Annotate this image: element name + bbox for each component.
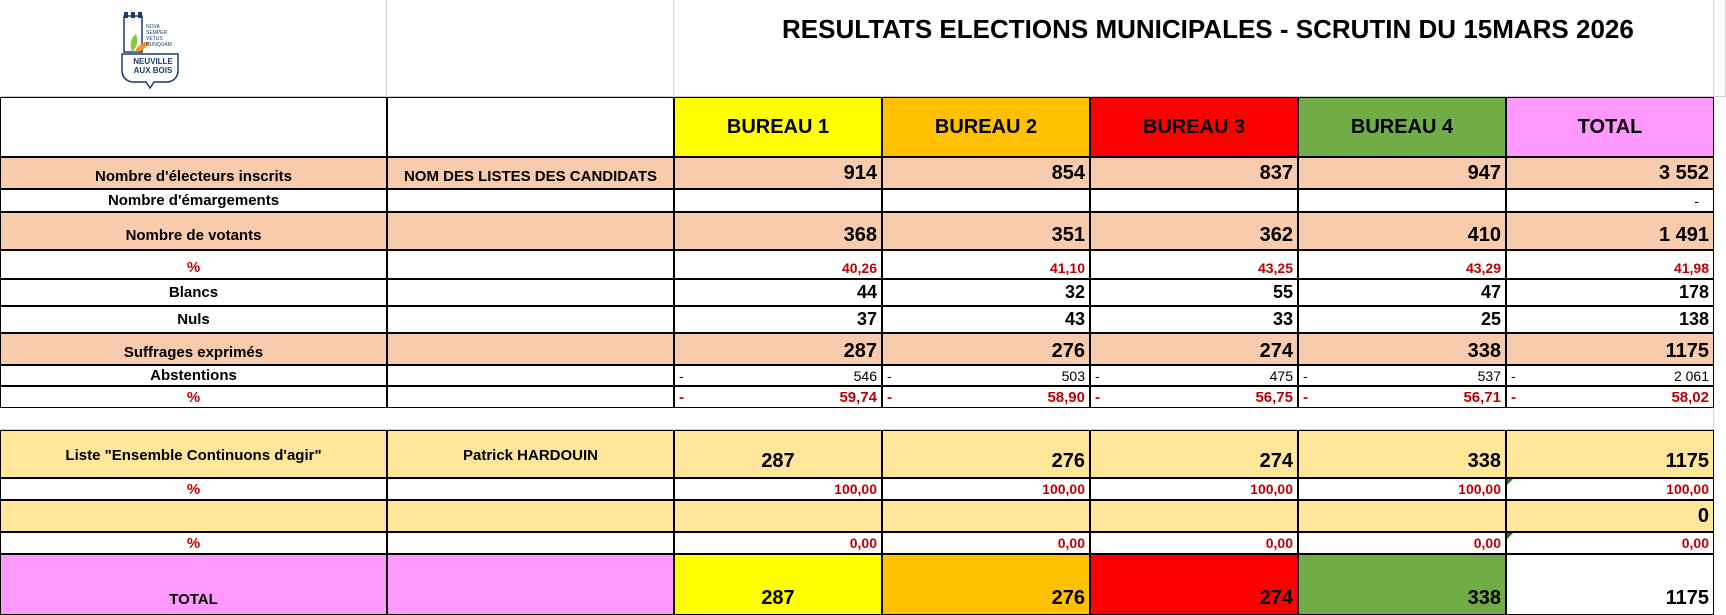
liste-b1: 287 — [674, 430, 882, 478]
emargements-b1 — [674, 189, 882, 212]
candidate-name: Patrick HARDOUIN — [387, 430, 674, 478]
empty-cell — [387, 333, 674, 365]
pct-liste2-b3: 0,00 — [1090, 532, 1298, 554]
liste-b2: 276 — [882, 430, 1090, 478]
abstentions-b2 — [882, 365, 1090, 386]
label-exprimes: Suffrages exprimés — [0, 333, 387, 365]
pct-abstentions-b1 — [674, 386, 882, 408]
votants-b1: 368 — [674, 212, 882, 250]
accounting-dash: - — [1095, 367, 1100, 384]
exprimes-b1: 287 — [674, 333, 882, 365]
comment-indicator-icon — [1507, 479, 1513, 485]
accounting-dash: - — [1511, 367, 1516, 384]
pct-abstentions-b3 — [1090, 386, 1298, 408]
label-liste: Liste "Ensemble Continuons d'agir" — [0, 430, 387, 478]
pct-votants-b4: 43,29 — [1298, 250, 1506, 279]
emargements-b2 — [882, 189, 1090, 212]
spacer-row — [0, 408, 1714, 430]
empty-cell — [387, 279, 674, 306]
header-bureau-4: BUREAU 4 — [1298, 97, 1506, 157]
pct-liste-b1: 100,00 — [674, 478, 882, 500]
abstentions-value: 2 061 — [1673, 367, 1709, 384]
nuls-b1: 37 — [674, 306, 882, 333]
header-bureau-3: BUREAU 3 — [1090, 97, 1298, 157]
liste2-b2 — [882, 500, 1090, 532]
liste2-b4 — [1298, 500, 1506, 532]
empty-cell — [387, 97, 674, 157]
accounting-dash: - — [1303, 388, 1308, 406]
pct-liste-b4: 100,00 — [1298, 478, 1506, 500]
total-b3: 274 — [1090, 554, 1298, 615]
empty-cell — [387, 532, 674, 554]
inscrits-b4: 947 — [1298, 157, 1506, 189]
empty-cell — [387, 189, 674, 212]
empty-cell — [387, 478, 674, 500]
votants-b3: 362 — [1090, 212, 1298, 250]
accounting-dash: - — [887, 367, 892, 384]
nuls-b4: 25 — [1298, 306, 1506, 333]
pct-liste2-b1: 0,00 — [674, 532, 882, 554]
emargements-b4 — [1298, 189, 1506, 212]
nuls-b2: 43 — [882, 306, 1090, 333]
liste-b4: 338 — [1298, 430, 1506, 478]
exprimes-b2: 276 — [882, 333, 1090, 365]
accounting-dash: - — [1511, 388, 1516, 406]
abstentions-b3 — [1090, 365, 1298, 386]
nuls-total: 138 — [1506, 306, 1714, 333]
pct-liste-total-value: 100,00 — [1666, 481, 1709, 497]
emargements-total: - — [1506, 189, 1714, 212]
candidate-name-2 — [387, 500, 674, 532]
pct-votants-b2: 41,10 — [882, 250, 1090, 279]
label-liste-2 — [0, 500, 387, 532]
inscrits-b1: 914 — [674, 157, 882, 189]
abstentions-value: 537 — [1477, 367, 1501, 384]
label-nom-listes: NOM DES LISTES DES CANDIDATS — [387, 157, 674, 189]
pct-abstentions-value: 56,75 — [1255, 388, 1293, 406]
header-bureau-1: BUREAU 1 — [674, 97, 882, 157]
exprimes-total: 1175 — [1506, 333, 1714, 365]
label-nuls: Nuls — [0, 306, 387, 333]
exprimes-b3: 274 — [1090, 333, 1298, 365]
liste2-total: 0 — [1506, 500, 1714, 532]
header-bureau-2: BUREAU 2 — [882, 97, 1090, 157]
pct-liste2-b2: 0,00 — [882, 532, 1090, 554]
liste-b3: 274 — [1090, 430, 1298, 478]
nuls-b3: 33 — [1090, 306, 1298, 333]
empty-cell — [1714, 0, 1726, 97]
pct-liste-total — [1506, 478, 1714, 500]
total-b1: 287 — [674, 554, 882, 615]
empty-cell — [387, 306, 674, 333]
pct-liste-b3: 100,00 — [1090, 478, 1298, 500]
liste2-b1 — [674, 500, 882, 532]
abstentions-value: 546 — [853, 367, 877, 384]
abstentions-value: 475 — [1269, 367, 1293, 384]
liste2-b3 — [1090, 500, 1298, 532]
pct-abstentions-value: 59,74 — [839, 388, 877, 406]
emargements-b3 — [1090, 189, 1298, 212]
label-pct-liste: % — [0, 478, 387, 500]
pct-abstentions-value: 58,02 — [1671, 388, 1709, 406]
pct-abstentions-b2 — [882, 386, 1090, 408]
votants-b2: 351 — [882, 212, 1090, 250]
empty-cell — [387, 0, 674, 97]
accounting-dash: - — [1303, 367, 1308, 384]
accounting-dash: - — [887, 388, 892, 406]
empty-cell — [387, 386, 674, 408]
blancs-b4: 47 — [1298, 279, 1506, 306]
empty-cell — [387, 250, 674, 279]
pct-liste2-total — [1506, 532, 1714, 554]
abstentions-b1 — [674, 365, 882, 386]
accounting-dash: - — [1095, 388, 1100, 406]
label-blancs: Blancs — [0, 279, 387, 306]
votants-total: 1 491 — [1506, 212, 1714, 250]
header-total: TOTAL — [1506, 97, 1714, 157]
pct-votants-b1: 40,26 — [674, 250, 882, 279]
exprimes-b4: 338 — [1298, 333, 1506, 365]
label-inscrits: Nombre d'électeurs inscrits — [0, 157, 387, 189]
pct-liste-b2: 100,00 — [882, 478, 1090, 500]
comment-indicator-icon — [1507, 533, 1513, 539]
pct-votants-b3: 43,25 — [1090, 250, 1298, 279]
abstentions-total — [1506, 365, 1714, 386]
blancs-b1: 44 — [674, 279, 882, 306]
abstentions-b4 — [1298, 365, 1506, 386]
empty-cell — [387, 554, 674, 615]
pct-abstentions-b4 — [1298, 386, 1506, 408]
inscrits-b2: 854 — [882, 157, 1090, 189]
label-votants: Nombre de votants — [0, 212, 387, 250]
blancs-total: 178 — [1506, 279, 1714, 306]
label-abstentions: Abstentions — [0, 365, 387, 386]
accounting-dash: - — [679, 367, 684, 384]
inscrits-total: 3 552 — [1506, 157, 1714, 189]
label-pct-abstentions: % — [0, 386, 387, 408]
page-title: RESULTATS ELECTIONS MUNICIPALES - SCRUTIN DU 15MARS 2026 — [782, 14, 1634, 44]
logo-motto: NOVA SEMPER VETUS NUNQUAM — [146, 24, 172, 48]
inscrits-b3: 837 — [1090, 157, 1298, 189]
title-cell — [674, 0, 1714, 97]
logo-town-line1: NEUVILLE — [133, 57, 173, 66]
pct-abstentions-value: 58,90 — [1047, 388, 1085, 406]
pct-liste2-total-value: 0,00 — [1681, 535, 1709, 551]
pct-abstentions-total — [1506, 386, 1714, 408]
logo-town-line2: AUX BOIS — [133, 66, 173, 75]
town-logo — [118, 10, 190, 90]
accounting-dash: - — [679, 388, 684, 406]
empty-cell — [387, 365, 674, 386]
total-b2: 276 — [882, 554, 1090, 615]
pct-votants-total: 41,98 — [1506, 250, 1714, 279]
abstentions-value: 503 — [1061, 367, 1085, 384]
liste-total: 1175 — [1506, 430, 1714, 478]
blancs-b2: 32 — [882, 279, 1090, 306]
label-emargements: Nombre d'émargements — [0, 189, 387, 212]
empty-cell — [0, 97, 387, 157]
label-pct-liste-2: % — [0, 532, 387, 554]
label-total: TOTAL — [0, 554, 387, 615]
total-b4: 338 — [1298, 554, 1506, 615]
empty-cell — [387, 212, 674, 250]
logo-cell — [0, 0, 387, 97]
pct-abstentions-value: 56,71 — [1463, 388, 1501, 406]
pct-liste2-b4: 0,00 — [1298, 532, 1506, 554]
total-total: 1175 — [1506, 554, 1714, 615]
label-pct-votants: % — [0, 250, 387, 279]
votants-b4: 410 — [1298, 212, 1506, 250]
blancs-b3: 55 — [1090, 279, 1298, 306]
